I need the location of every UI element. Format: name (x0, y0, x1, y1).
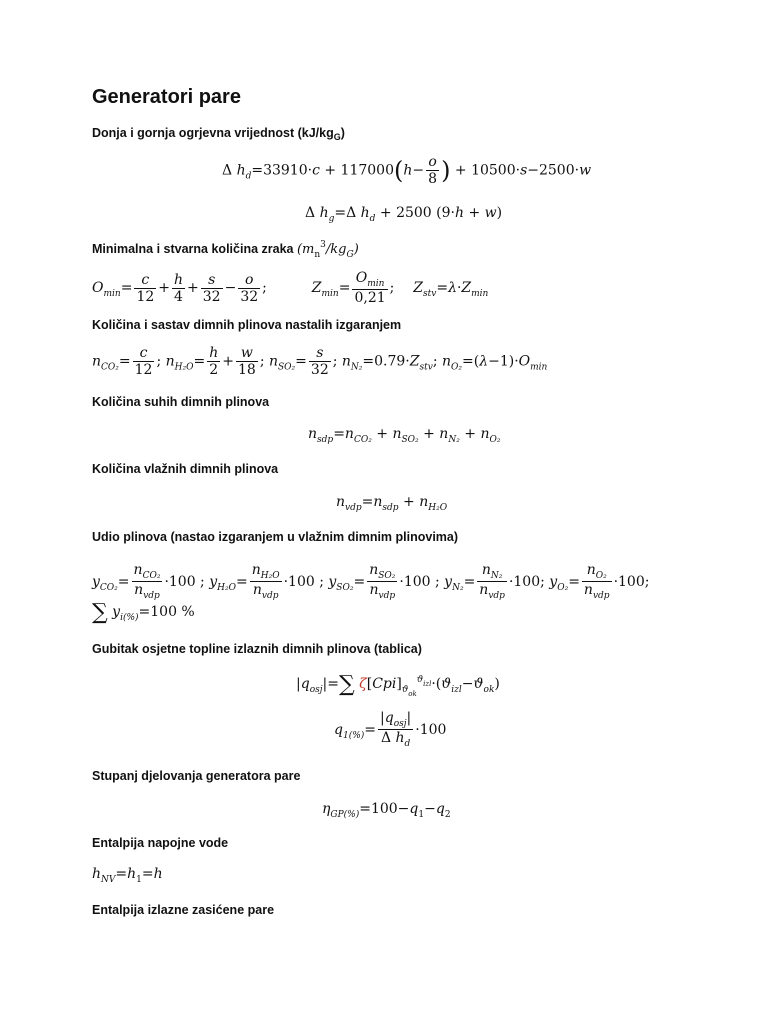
section-heading-heat-loss: Gubitak osjetne topline izlaznih dimnih plinova (tablica) (92, 642, 422, 656)
section-heading-wet-flue-gas: Količina vlažnih dimnih plinova (92, 462, 279, 476)
section-heading-dry-flue-gas: Količina suhih dimnih plinova (92, 395, 270, 409)
heading-end: ) (340, 126, 345, 140)
formula-upper-heating-value: Δ $h_g=\Delta$ $h_d + 2500$ (9·h + w) (305, 205, 503, 224)
formula-efficiency: $\eta_{GP(\%)}=100-q_1-q_2$ (322, 801, 451, 820)
formula-q1: $q_{1(\%)}=$ $\frac{|q_{osj}|}{\Delta h_d}$ ·100 (334, 710, 447, 750)
formula-flue-gas-composition: $n_{CO_2}=$ $\frac{c}{12}$ ; $n_{H_2O}=$ $\frac{h}{2}$ + $\frac{w}{18}$ ; $n_{SO_2}=$ $\frac{s}{32}$ ; $n_{N_2}=0.79\cdot Z_{stv}$; $n_{O_2}=(\lambda-1)\cdot O_{min}$ (92, 345, 548, 379)
section-heading-gas-fractions: Udio plinova (nastao izgaranjem u vlažnim dimnim plinovima) (92, 530, 459, 544)
formula-lower-heating-value: Δ $h_d=33910\cdot c + 117000(h-$ $\frac{o}{8}$ ) + 10500·s−2500·w (222, 154, 592, 188)
section-heading-efficiency: Stupanj djelovanja generatora pare (92, 769, 301, 783)
section-heading-heating-value (92, 126, 345, 142)
formula-wet-flue-gas: $n_{vdp}=n_{sdp} + n_{H_2O}$ (336, 494, 448, 513)
formula-sensible-heat-loss: $|q_{osj}|=\sum$ $\zeta[Cpi]_{ϑ_{ok}}^{ϑ_{izl}}\cdot(ϑ_{izl}-ϑ_{ok})$ (296, 672, 500, 698)
formula-gas-fractions: $y_{CO_2}=$ $\frac{n_{CO_2}}{n_{vdp}}$ ·100 ; $y_{H_2O}=$ $\frac{n_{H_2O}}{n_{vdp}}$ ·100 ; $y_{SO_2}=$ $\frac{n_{SO_2}}{n_{vdp}}$ ·100 ; $y_{N_2}=$ $\frac{n_{N_2}}{n_{vdp}}$ ·100; $y_{O_2}=$ $\frac{n_{O_2}}{n_{vdp}}$ ·100; (92, 562, 650, 602)
formula-fraction-sum: ∑ $y_{i(\%)}=100$ % (92, 600, 195, 625)
heading-text: Minimalna i stvarna količina zraka (92, 242, 294, 256)
formula-dry-flue-gas: $n_{sdp}=n_{CO_2} + n_{SO_2} + n_{N_2} + n_{O_2}$ (308, 426, 501, 445)
section-heading-saturated-steam: Entalpija izlazne zasićene pare (92, 903, 275, 917)
heading-text: Donja i gornja ogrjevna vrijednost (kJ/kg (92, 126, 334, 140)
section-heading-feedwater-enthalpy: Entalpija napojne vode (92, 836, 229, 850)
formula-air-quantity: $O_{min}=$ $\frac{c}{12}$ + $\frac{h}{4}$ + $\frac{s}{32}$ − $\frac{o}{32}$ ; $Z_{min}=$ $\frac{O_{min}}{0,21}$ ; $Z_{stv}=\lambda\cdot Z_{min}$ (92, 270, 489, 307)
heading-subscript: G (333, 132, 341, 142)
page-title: Generatori pare (92, 86, 241, 108)
section-heading-flue-gas-composition: Količina i sastav dimnih plinova nastalih izgaranjem (92, 318, 402, 332)
section-heading-air-quantity: Minimalna i stvarna količina zraka $(m_n^3/kg_G)$ (92, 240, 359, 260)
formula-feedwater-enthalpy: $h_{NV}=h_1=h$ (92, 866, 163, 885)
